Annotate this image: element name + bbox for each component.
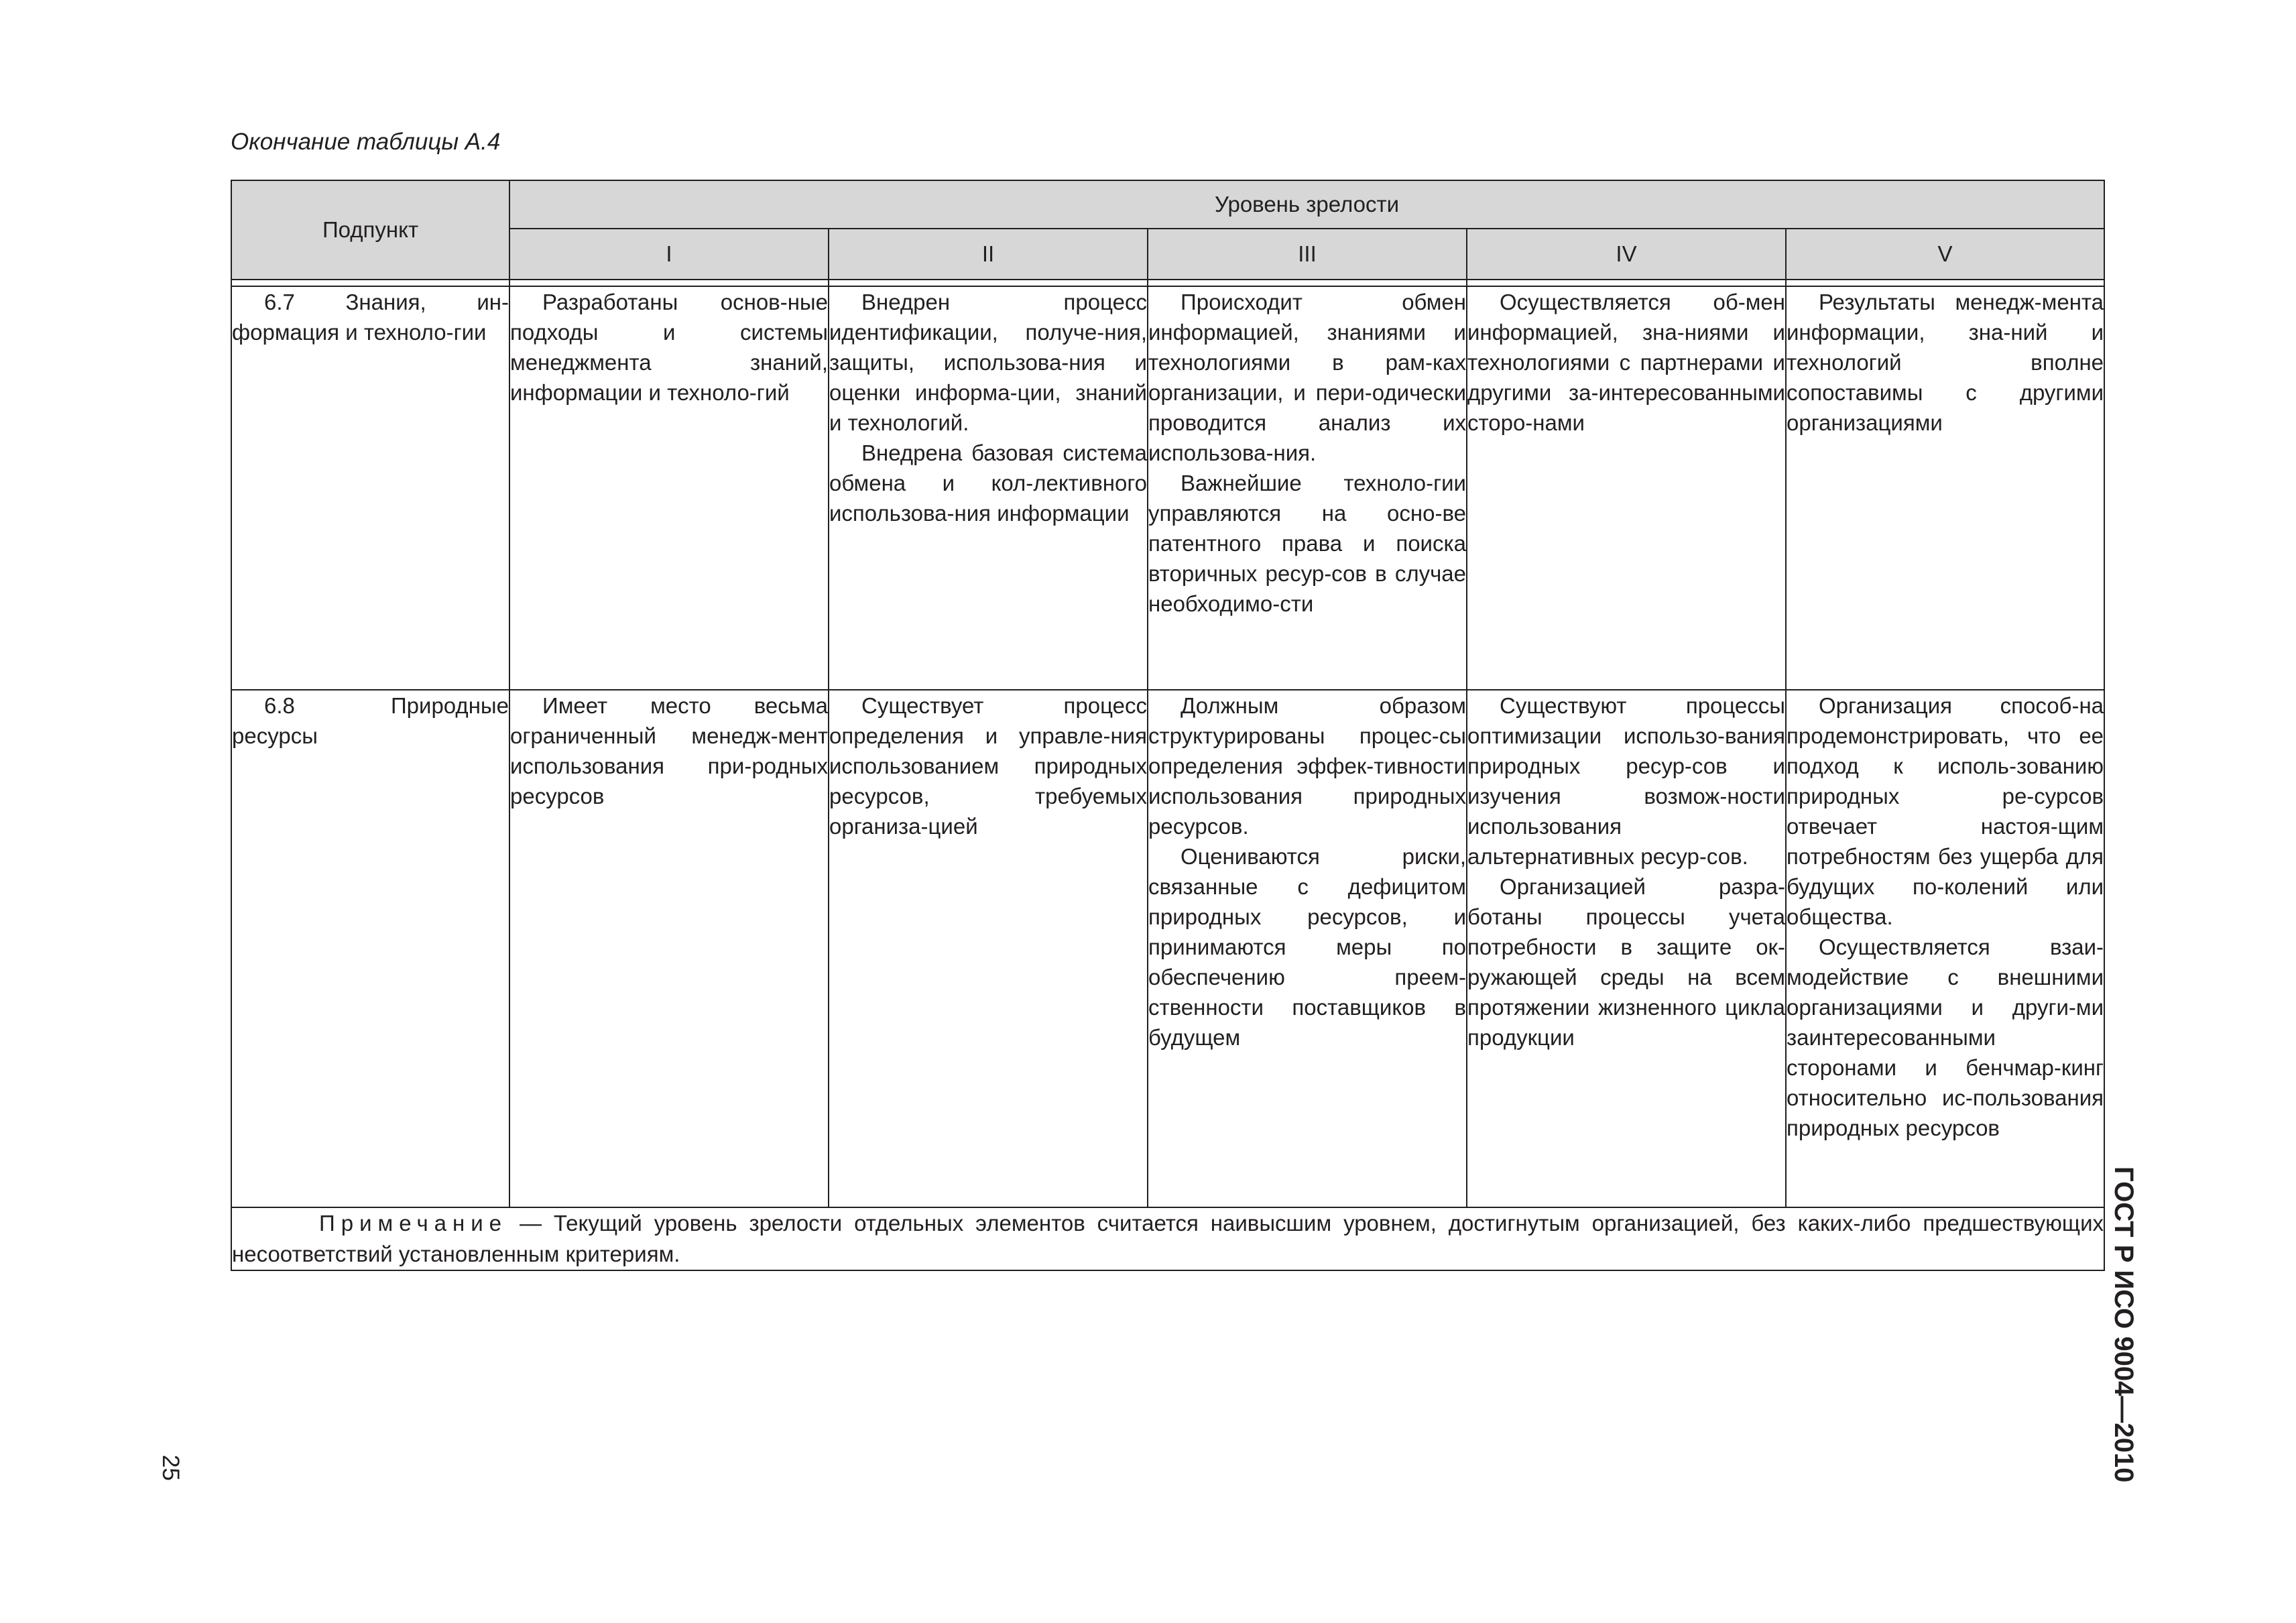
table-caption: Окончание таблицы А.4: [231, 129, 501, 155]
header-row-2: [231, 229, 2104, 280]
header-row-1: [231, 180, 2104, 229]
level-cell: Осуществляется об-мен информацией, зна-ниями и технологиями с партнерами и другими за-интересованными сторо-нами: [1467, 286, 1786, 690]
row-subitem: 6.8 Природные ресурсы: [231, 690, 509, 1207]
header-subitem: Подпункт: [231, 180, 509, 280]
table-note: [231, 1207, 2104, 1270]
note-dash: —: [519, 1211, 542, 1236]
level-cell: Разработаны основ-ные подходы и системы менеджмента знаний, информации и техноло-гий: [509, 286, 829, 690]
level-cell: Организация способ-на продемонстрировать, что ее подход к исполь-зованию природных ре-сурсов отвечает настоя-щим потребностям без ущерба для будущих по-колений или общества. Осуществляется взаи-модействие с внешними организациями и други-ми заинтересованными сторонами и бенчмар-кинг относительно ис-пользования природных ресурсов: [1786, 690, 2104, 1207]
row-subitem: 6.7 Знания, ин-формация и техноло-гии: [231, 286, 509, 690]
level-cell: Внедрен процесс идентификации, получе-ния, защиты, использова-ния и оценки информа-ции, знаний и технологий. Внедрена базовая система обмена и кол-лективного использова-ния информации: [829, 286, 1148, 690]
level-cell: Существуют процессы оптимизации использо-вания природных ресур-сов и изучения возмож-ности использования альтернативных ресур-сов. Организацией разра-ботаны процессы учета потребности в защите ок-ружающей среды на всем протяжении жизненного цикла продукции: [1467, 690, 1786, 1207]
level-cell: Должным образом структурированы процес-сы определения эффек-тивности использования природных ресурсов. Оцениваются риски, связанные с дефицитом природных ресурсов, и принимаются меры по обеспечению преем-ственности поставщиков в будущем: [1148, 690, 1467, 1207]
level-cell: Имеет место весьма ограниченный менедж-мент использования при-родных ресурсов: [509, 690, 829, 1207]
header-level-5: V: [1786, 229, 2104, 280]
header-maturity-level: Уровень зрелости: [509, 180, 2104, 229]
note-row: [231, 1207, 2104, 1270]
page-number: 25: [158, 1455, 184, 1481]
header-level-4: IV: [1467, 229, 1786, 280]
note-label: Примечание: [319, 1211, 508, 1236]
header-level-2: II: [829, 229, 1148, 280]
level-cell: Результаты менедж-мента информации, зна-ний и технологий вполне сопоставимы с другими организациями: [1786, 286, 2104, 690]
level-cell: Происходит обмен информацией, знаниями и технологиями в рам-ках организации, и пери-одически проводится анализ их использова-ния. Важнейшие техноло-гии управляются на осно-ве патентного права и поиска вторичных ресур-сов в случае необходимо-сти: [1148, 286, 1467, 690]
header-level-3: III: [1148, 229, 1467, 280]
header-level-1: I: [509, 229, 829, 280]
level-cell: Существует процесс определения и управле-ния использованием природных ресурсов, требуемых организа-цией: [829, 690, 1148, 1207]
note-text: Текущий уровень зрелости отдельных элементов считается наивысшим уровнем, достигнутым организацией, без каких-либо предшествующих несоответствий установленным критериям.: [232, 1211, 2104, 1266]
standard-title: ГОСТ Р ИСО 9004—2010: [2109, 1166, 2138, 1483]
table-row: [231, 690, 2104, 1207]
header-separator: [231, 280, 2104, 286]
maturity-table: [231, 180, 2105, 1271]
table-row: [231, 286, 2104, 690]
